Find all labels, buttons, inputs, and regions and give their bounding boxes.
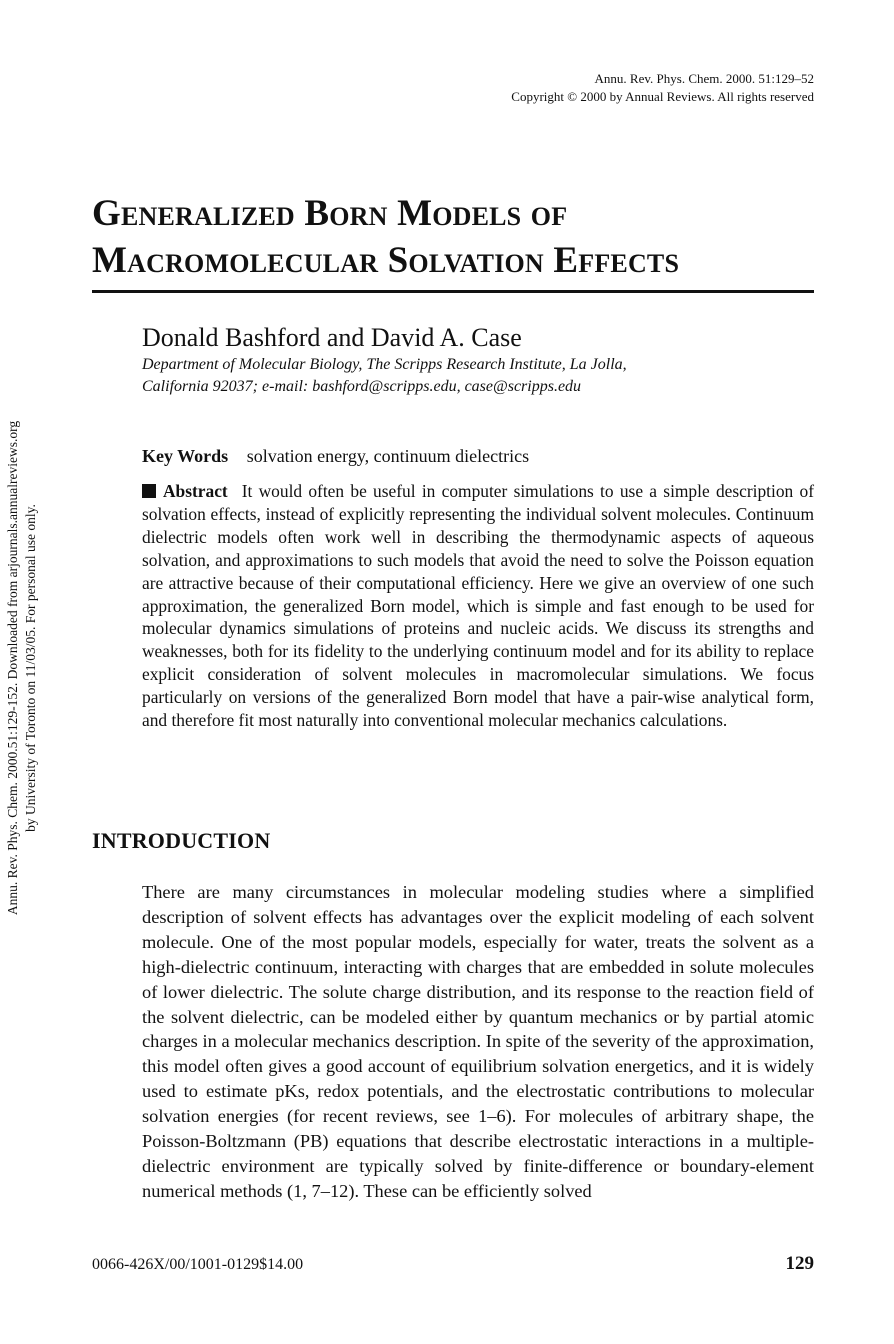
article-title-line-1: Generalized Born Models of: [92, 193, 568, 234]
article-code: 0066-426X/00/1001-0129$14.00: [92, 1256, 304, 1273]
journal-citation: Annu. Rev. Phys. Chem. 2000. 51:129–52: [594, 71, 814, 86]
author-list: Donald Bashford and David A. Case: [142, 323, 522, 352]
article-title: [92, 190, 814, 293]
download-watermark: [4, 358, 42, 978]
abstract-text: It would often be useful in computer simulations to use a simple description of solvation effects, instead of explicitly representing the individual solvent molecules. Continuum dielectric models often work well in describing the thermodynamic aspects of aqueous solvation, and approximations to such models that avoid the need to solve the Poisson equation are attractive because of their computational efficiency. Here we give an overview of one such approximation, the generalized Born model, which is simple and fast enough to be used for molecular dynamics simulations of proteins and nucleic acids. We discuss its strengths and weaknesses, both for its fidelity to the underlying continuum model and for its ability to replace explicit consideration of solvent molecules in macromolecular simulations. We focus particularly on versions of the generalized Born model that have a pair-wise analytical form, and therefore fit most naturally into conventional molecular mechanics calculations.: [142, 481, 814, 731]
journal-header: [511, 70, 814, 106]
download-watermark-line-1: Annu. Rev. Phys. Chem. 2000.51:129-152. Downloaded from arjournals.annualreviews.org: [5, 420, 20, 916]
abstract-label: Abstract: [163, 481, 228, 501]
section-heading-introduction: INTRODUCTION: [92, 828, 271, 853]
keywords: [142, 444, 529, 468]
page-number: 129: [785, 1253, 814, 1274]
copyright-notice: Copyright © 2000 by Annual Reviews. All rights reserved: [511, 89, 814, 104]
affiliation-line-1: Department of Molecular Biology, The Scripps Research Institute, La Jolla,: [142, 356, 627, 373]
abstract: [142, 480, 814, 732]
affiliation-line-2: California 92037; e-mail: bashford@scripps.edu, case@scripps.edu: [142, 378, 582, 395]
square-bullet-icon: [142, 484, 156, 498]
author-affiliation: [142, 354, 802, 398]
download-watermark-line-2: by University of Toronto on 11/03/05. For personal use only.: [23, 504, 38, 832]
article-title-line-2: Macromolecular Solvation Effects: [92, 240, 680, 281]
keywords-text: solvation energy, continuum dielectrics: [246, 446, 530, 466]
keywords-label: Key Words: [142, 446, 229, 466]
introduction-paragraph: There are many circumstances in molecular modeling studies where a simplified description of solvent effects has advantages over the explicit modeling of each solvent molecule. One of the most popular models, especially for water, treats the solvent as a high-dielectric continuum, interacting with charges that are embedded in solute molecules of lower dielectric. The solute charge distribution, and its response to the reaction field of the solvent dielectric, can be modeled either by quantum mechanics or by partial atomic charges in a molecular mechanics description. In spite of the severity of the approximation, this model often gives a good account of equilibrium solvation energetics, and it is widely used to estimate pKs, redox potentials, and the electrostatic contributions to molecular solvation energies (for recent reviews, see 1–6). For molecules of arbitrary shape, the Poisson-Boltzmann (PB) equations that describe electrostatic interactions in a multiple-dielectric environment are typically solved by finite-difference or boundary-element numerical methods (1, 7–12). These can be efficiently solved: [142, 882, 814, 1201]
